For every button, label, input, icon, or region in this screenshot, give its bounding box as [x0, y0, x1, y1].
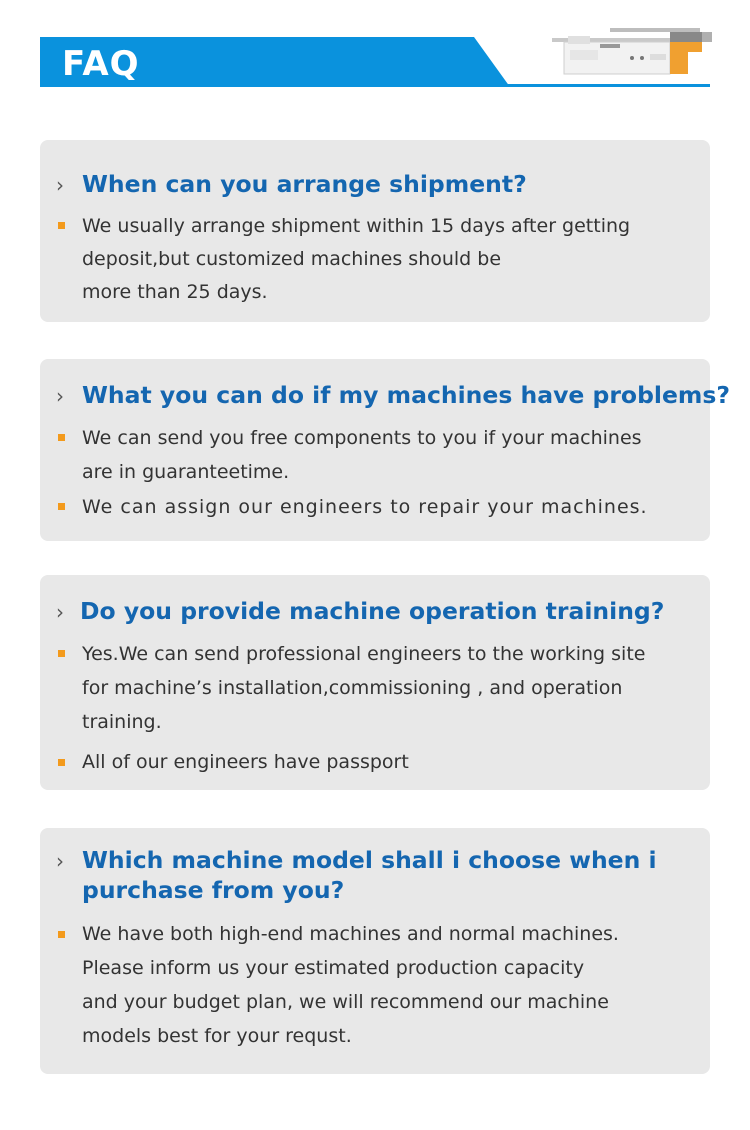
pipe-bender-machine-image: [550, 24, 720, 78]
bullet-icon: [58, 650, 65, 657]
faq-answer-line: deposit,but customized machines should be: [82, 248, 502, 270]
faq-answer-line: Yes.We can send professional engineers to the working site: [82, 643, 646, 665]
faq-answer-line: We usually arrange shipment within 15 days after getting: [82, 215, 631, 237]
faq-answer-line: We can assign our engineers to repair your machines.: [82, 496, 648, 518]
faq-card-training: [40, 575, 710, 790]
faq-answer-line: more than 25 days.: [82, 281, 268, 303]
faq-answer-line: and your budget plan, we will recommend our machine: [82, 991, 609, 1013]
page-title: FAQ: [62, 44, 140, 84]
chevron-right-icon: ›: [56, 173, 64, 197]
faq-answer-line: for machine’s installation,commissioning , and operation: [82, 677, 623, 699]
faq-question: Which machine model shall i choose when i: [82, 846, 657, 874]
faq-card-shipment: [40, 140, 710, 322]
faq-card-problems: [40, 359, 730, 541]
faq-question: When can you arrange shipment?: [82, 170, 527, 198]
bullet-icon: [58, 434, 65, 441]
faq-answer-line: are in guaranteetime.: [82, 461, 290, 483]
bullet-icon: [58, 222, 65, 229]
bullet-icon: [58, 759, 65, 766]
faq-answer-line: We have both high-end machines and normal machines.: [82, 923, 619, 945]
chevron-right-icon: ›: [56, 384, 64, 408]
faq-answer-line: Please inform us your estimated production capacity: [82, 957, 585, 979]
faq-answer-line: models best for your requst.: [82, 1025, 352, 1047]
faq-card-model: [40, 828, 710, 1074]
faq-question: purchase from you?: [82, 876, 345, 904]
faq-question: Do you provide machine operation training?: [80, 597, 665, 625]
chevron-right-icon: ›: [56, 849, 64, 873]
faq-answer-line: We can send you free components to you if your machines: [82, 427, 642, 449]
faq-answer-line: training.: [82, 711, 162, 733]
bullet-icon: [58, 503, 65, 510]
faq-question: What you can do if my machines have problems?: [82, 381, 730, 409]
chevron-right-icon: ›: [56, 600, 64, 624]
faq-answer-line: All of our engineers have passport: [82, 751, 409, 773]
bullet-icon: [58, 931, 65, 938]
